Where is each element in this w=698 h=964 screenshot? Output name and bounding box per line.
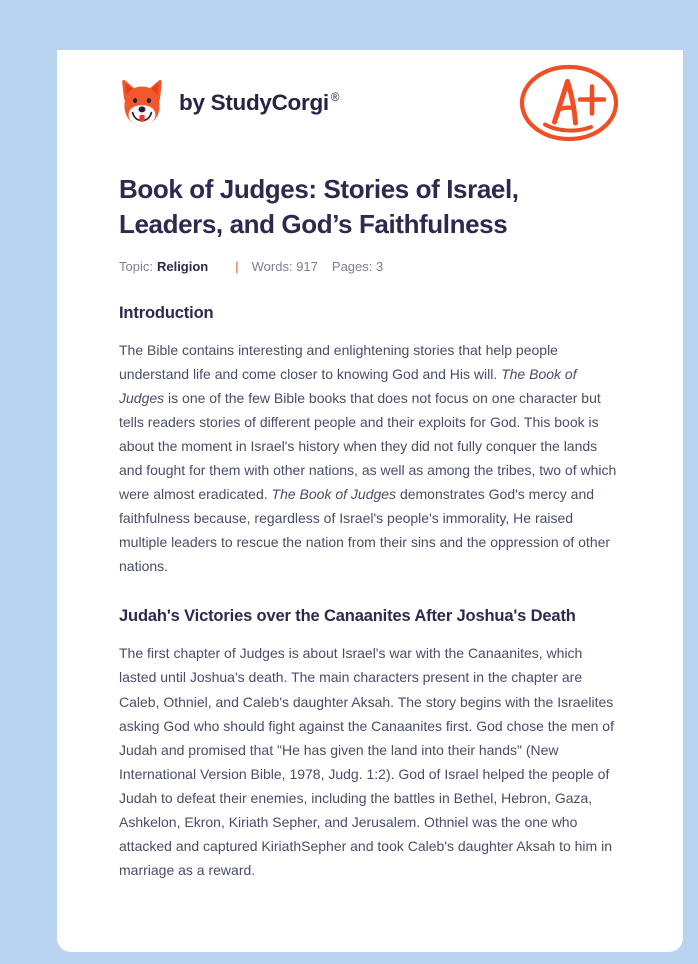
- brand-name: [179, 89, 340, 115]
- body-paragraph: [119, 338, 621, 579]
- meta-topic-value[interactable]: Religion: [156, 258, 209, 274]
- section-heading: Introduction: [119, 303, 214, 322]
- text-run: The first chapter of Judges is about Israel's war with the Canaanites, which lasted until Joshua's death. The main characters present in the chapter are Caleb, Othniel, and Caleb's daughter Aksah. The story begins with the Israelites asking God who should fight against the Canaanites first. God chose the men of Judah and promised that "He has given the land into their hands" (New International Version Bible, 1978, Judg. 1:2). God of Israel helped the people of Judah to defeat their enemies, including the battles in Bethel, Hebron, Gaza, Ashkelon, Ekron, Kiriath Sepher, and Jerusalem. Othniel was the one who attacked and captured KiriathSepher and took Caleb's daughter Aksah to him in marriage as a reward.: [119, 645, 614, 879]
- meta-words-label: Words:: [251, 258, 293, 274]
- text-run: The Bible contains interesting and enlightening stories that help people understand life and come closer to knowing God and His will.: [119, 341, 558, 382]
- italic-book-title: The Book of Judges: [271, 486, 397, 503]
- registered-trademark-icon: ®: [330, 92, 340, 105]
- text-run: demonstrates God's mercy and faithfulness because, regardless of Israel's people's immorality, He raised multiple leaders to rescue the nation from their sins and the oppression of other nations.: [119, 486, 611, 575]
- article-body: [119, 303, 621, 882]
- section-heading: Judah's Victories over the Canaanites After Joshua's Death: [119, 607, 576, 626]
- body-paragraph: [119, 641, 621, 882]
- meta-pages: [332, 260, 383, 273]
- meta-pages-label: Pages:: [331, 258, 373, 274]
- meta-separator: |: [235, 258, 239, 274]
- brand-prefix: by: [179, 89, 211, 115]
- meta-pages-value: 3: [376, 258, 384, 274]
- document-card: [57, 50, 683, 952]
- italic-book-title: The Book of Judges: [119, 365, 577, 406]
- article-meta: [119, 260, 621, 273]
- meta-words-value: 917: [296, 258, 318, 274]
- card-content: [57, 50, 683, 882]
- meta-topic: [119, 260, 208, 273]
- meta-topic-label: Topic:: [119, 258, 153, 274]
- brand-logo-group[interactable]: [119, 79, 339, 127]
- text-run: is one of the few Bible books that does not focus on one character but tells readers stories of different people and their exploits for God. This book is about the moment in Israel's history when they did not fully conquer the lands and fought for them with other nations, as well as among the tribes, two of which were almost eradicated.: [119, 389, 617, 503]
- a-plus-grade-icon: [517, 61, 621, 145]
- site-header: [119, 50, 621, 150]
- page-title: Book of Judges: Stories of Israel, Leaders, and God’s Faithfulness: [119, 174, 519, 240]
- meta-words: [252, 260, 318, 273]
- brand-title: StudyCorgi: [210, 89, 329, 115]
- corgi-logo-icon: [119, 79, 165, 127]
